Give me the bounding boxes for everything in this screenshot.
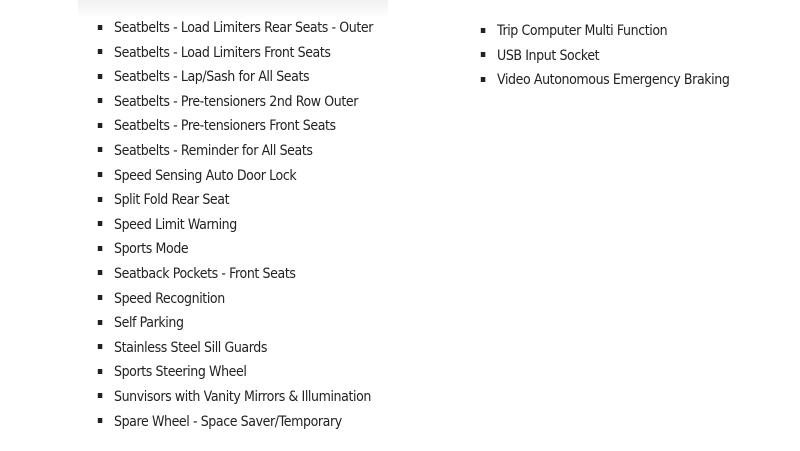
list-item xyxy=(96,287,384,312)
list-item xyxy=(96,360,384,385)
list-item-label: Speed Recognition xyxy=(114,290,225,307)
bullet-icon xyxy=(98,320,103,325)
bullet-icon xyxy=(98,123,103,128)
list-item-label: Seatbelts - Pre-tensioners 2nd Row Outer xyxy=(114,93,359,110)
bullet-icon xyxy=(98,98,103,103)
bullet-icon xyxy=(98,221,103,226)
list-item-label: Trip Computer Multi Function xyxy=(497,23,668,39)
feature-list-left xyxy=(96,16,416,434)
list-item xyxy=(479,44,749,69)
list-item xyxy=(96,188,384,213)
bullet-icon xyxy=(98,270,103,275)
list-item xyxy=(96,114,384,139)
list-item-label: Seatbelts - Load Limiters Rear Seats - Outer xyxy=(114,20,374,36)
bullet-icon xyxy=(98,418,103,423)
list-item xyxy=(479,19,749,44)
list-item xyxy=(96,213,384,238)
bullet-icon xyxy=(481,52,486,57)
list-item xyxy=(96,41,384,66)
list-item xyxy=(96,16,384,41)
list-item xyxy=(96,164,384,189)
list-item xyxy=(96,139,384,164)
bullet-icon xyxy=(98,197,103,202)
list-item xyxy=(96,311,384,336)
bullet-icon xyxy=(98,344,103,349)
list-item-label: Sports Mode xyxy=(114,241,189,258)
list-item-label: Spare Wheel - Space Saver/Temporary xyxy=(114,413,342,430)
bullet-icon xyxy=(98,147,103,152)
list-item-label: Seatbelts - Lap/Sash for All Seats xyxy=(114,69,310,86)
list-item xyxy=(96,65,384,90)
list-item-label: Speed Limit Warning xyxy=(114,216,237,233)
feature-list-right xyxy=(479,19,779,93)
list-item-label: Sunvisors with Vanity Mirrors & Illumination xyxy=(114,388,371,405)
list-item xyxy=(96,336,384,361)
bullet-icon xyxy=(98,172,103,177)
bullet-icon xyxy=(98,369,103,374)
bullet-icon xyxy=(98,49,103,54)
list-item-label: Speed Sensing Auto Door Lock xyxy=(114,167,297,184)
bullet-icon xyxy=(98,393,103,398)
list-item xyxy=(479,68,749,93)
list-item xyxy=(96,410,384,435)
list-item xyxy=(96,90,384,115)
bullet-icon xyxy=(98,74,103,79)
list-item xyxy=(96,385,384,410)
list-item-label: Stainless Steel Sill Guards xyxy=(114,339,268,356)
bullet-icon xyxy=(481,77,486,82)
bullet-icon xyxy=(481,28,486,33)
list-item-label: USB Input Socket xyxy=(497,47,600,64)
list-item-label: Sports Steering Wheel xyxy=(114,364,247,381)
bullet-icon xyxy=(98,246,103,251)
list-item-label: Split Fold Rear Seat xyxy=(114,192,230,209)
list-item xyxy=(96,237,384,262)
list-item xyxy=(96,262,384,287)
bullet-icon xyxy=(98,295,103,300)
list-item-label: Seatbelts - Load Limiters Front Seats xyxy=(114,44,331,61)
bullet-icon xyxy=(98,25,103,30)
list-item-label: Seatback Pockets - Front Seats xyxy=(114,265,296,282)
list-item-label: Video Autonomous Emergency Braking xyxy=(497,72,730,89)
list-item-label: Seatbelts - Reminder for All Seats xyxy=(114,142,313,159)
list-item-label: Self Parking xyxy=(114,315,184,332)
list-item-label: Seatbelts - Pre-tensioners Front Seats xyxy=(114,118,336,135)
